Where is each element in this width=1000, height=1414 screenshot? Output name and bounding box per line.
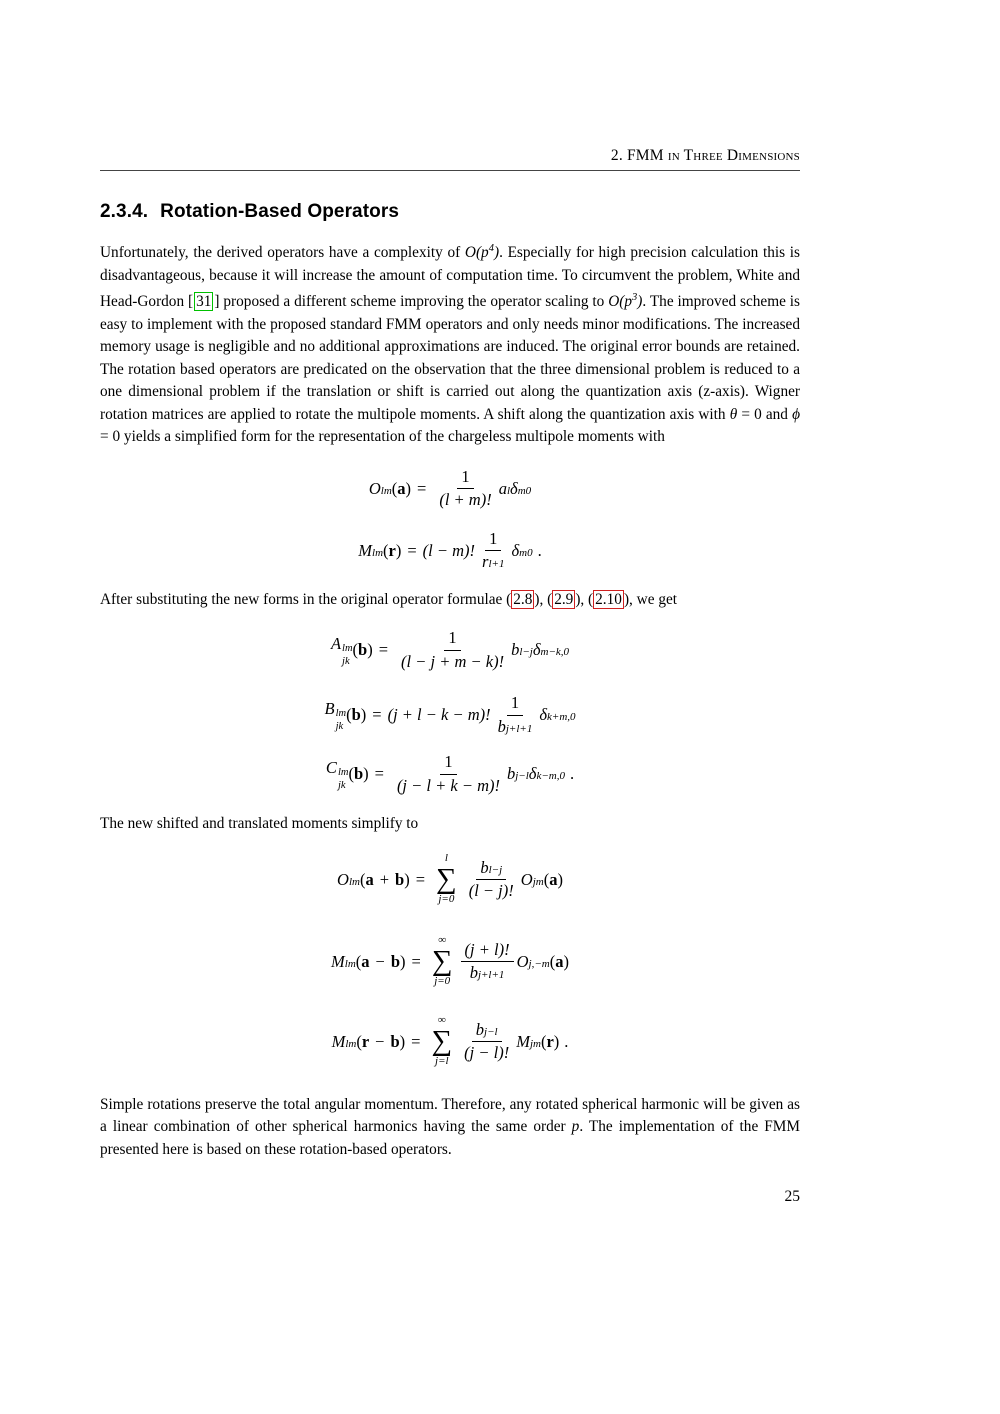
running-header: 2. FMM in Three Dimensions [610, 147, 800, 164]
section-title: Rotation-Based Operators [160, 201, 400, 222]
equation-B-operator: B lm jk ( b ) = (j + l − k − m)! 1 b j+l+1 δ k+m,0 [324, 693, 576, 736]
fraction: $\frac{1}{(l - j + m - k)!}$ [401, 628, 505, 671]
equation-ref-link[interactable]: 2.9 [554, 590, 574, 608]
paragraph-simplify: The new shifted and translated moments simplify to [100, 815, 419, 833]
paragraph-conclusion: Simple rotations preserve the total angular momentum. Therefore, any rotated spherical harmonic will be given as a linear combination of other spherical harmonics having the same order p. The implementation of the FMM presented here is based on these rotation-based operators. [100, 1095, 800, 1158]
fraction: $\frac{1}{(j - l + k - m)!}$ [396, 752, 500, 795]
fraction: 1 r l+1 [482, 528, 505, 572]
equation-A-operator: A lm jk ( b ) = $\frac{1}{(l - j + m - k)!}$ b l−j δ m−k,0 [330, 628, 570, 671]
equation-M-conversion-sum: M lm ( a − b ) = ∞ ∑ j=0 (j + l)! b j+l+1 O j,−m ( a ) [331, 934, 569, 988]
paragraph-intro: Unfortunately, the derived operators have a complexity of $O(p^4)$. Especially for high precision calculation this is disadvantageous, because it will increase the amount of computation time. To circumvent the problem, White and Head-Gordon [ 31 ] proposed a different scheme improving the operator scaling to $O(p^3)$. The improved scheme is easy to implement with the proposed standard FMM operators and only needs minor modifications. The increased memory usage is negligible and no additional approximations are induced. The original error bounds are retained. The rotation based operators are predicated on the observation that the three dimensional problem is reduced to a one dimensional problem if the translation or shift is carried out along the quantization axis (z-axis). Wigner rotation matrices are applied to rotate the multipole moments. A shift along the quantization axis with θ = 0 and ϕ = 0 yields a simplified form for the representation of the chargeless multipole moments with [100, 243, 800, 446]
page-number: 25 [784, 1188, 800, 1205]
equation-ref-link[interactable]: 2.10 [595, 590, 622, 608]
section-heading [100, 201, 800, 223]
header-rule [100, 170, 800, 171]
citation-link[interactable]: 31 [196, 293, 212, 311]
summation: l ∑ j=0 [436, 852, 457, 906]
equation-M-translation-sum: M lm ( r − b ) = ∞ ∑ j=l b j−l (j − l)! M jm ( r ) . [331, 1014, 569, 1068]
section-number: 2.3.4. [100, 201, 149, 222]
fraction: b j−l (j − l)! [464, 1019, 510, 1063]
equation-C-operator: C lm jk ( b ) = $\frac{1}{(j - l + k - m)!}$ b j−l δ k−m,0 . [325, 752, 575, 795]
summation: ∞ ∑ j=l [431, 1014, 453, 1068]
summation: ∞ ∑ j=0 [431, 934, 453, 988]
equation-ref-link[interactable]: 2.8 [513, 590, 533, 608]
fraction: 1 b j+l+1 [497, 693, 533, 736]
fraction: b l−j (l − j)! [468, 857, 514, 901]
equation-O-shift-sum: O lm ( a + b ) = l ∑ j=0 b l−j (l − j)! O jm ( a ) [337, 852, 563, 906]
equation-O-lm-a: O lm ( a ) = $\frac{1}{(l + m)!}$ a l δ m0 [368, 466, 532, 510]
paragraph-substitution: After substituting the new forms in the original operator formulae ( 2.8 ), ( 2.9 ), ( 2.10 ), we get [100, 590, 678, 608]
fraction: (j + l)! b j+l+1 [461, 940, 514, 984]
page-content [100, 0, 800, 1161]
fraction: $\frac{1}{(l + m)!}$ [439, 466, 492, 510]
equation-M-lm-r: M lm ( r ) = (l − m)! 1 r l+1 δ m0 . [358, 528, 542, 572]
